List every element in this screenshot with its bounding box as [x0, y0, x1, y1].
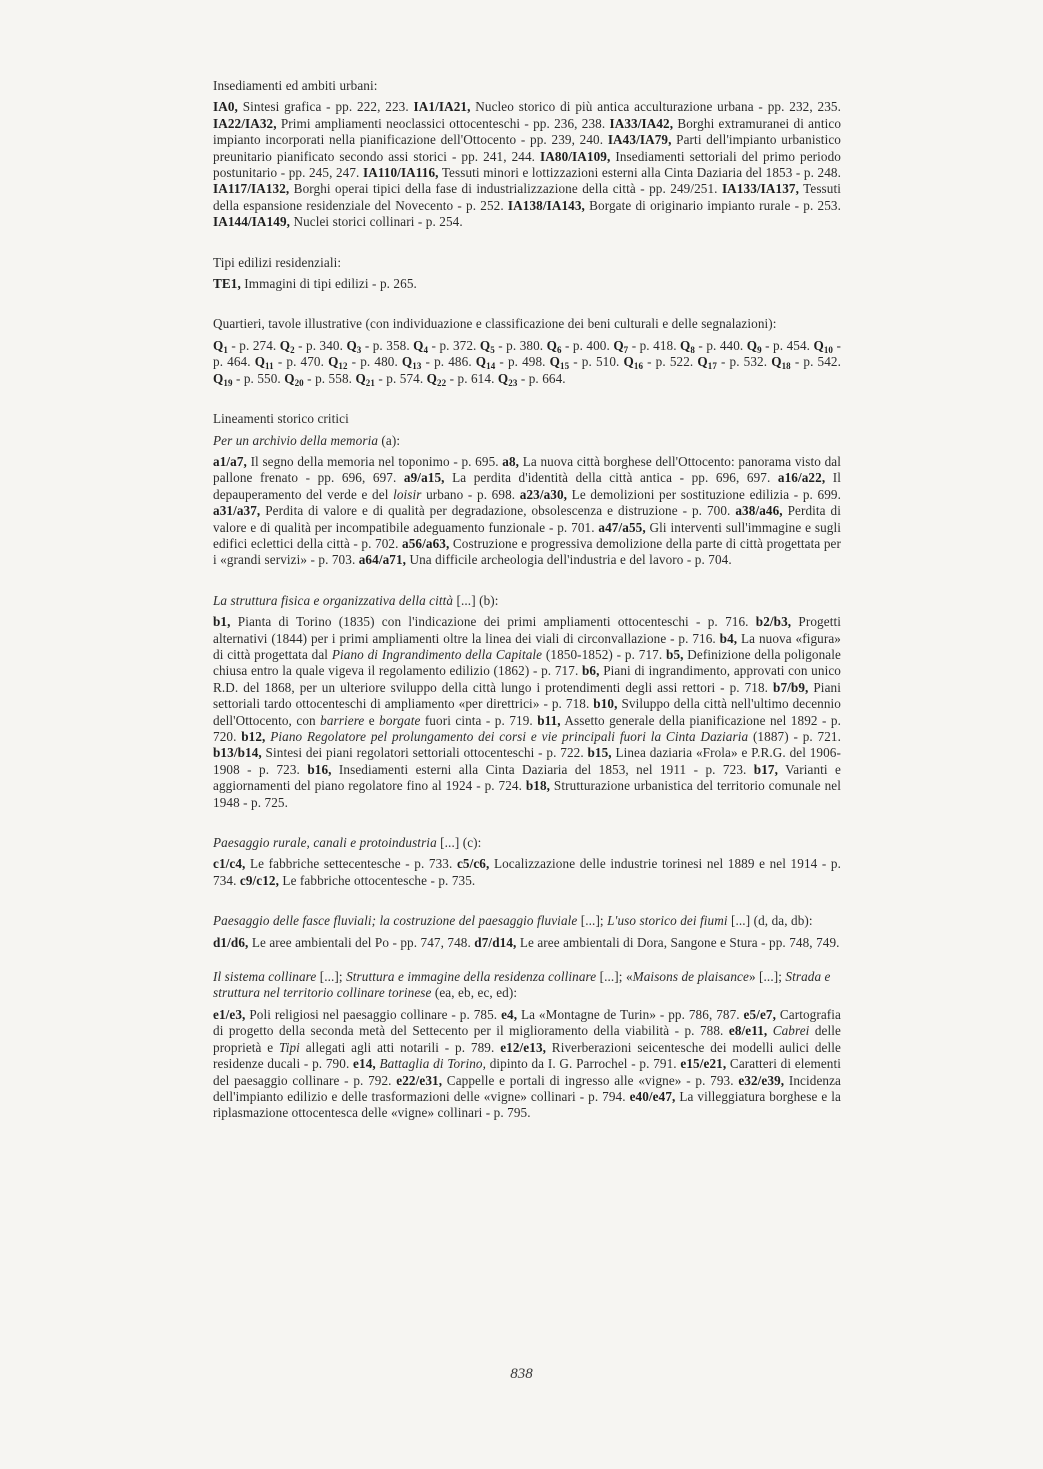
- entry-text: - p. 464.: [213, 337, 841, 370]
- quartiere-number: 15: [560, 361, 570, 372]
- entry-text: - p. 274.: [227, 337, 280, 353]
- page-number: 838: [510, 1366, 533, 1382]
- entry-text: - p. 550.: [232, 370, 285, 386]
- section-body: [213, 935, 841, 951]
- entry-code: d1/d6,: [213, 934, 249, 950]
- index-page: [213, 78, 841, 1146]
- entry-code: b4,: [719, 630, 738, 646]
- entry-code: b15,: [587, 745, 612, 761]
- entry-code: e22/e31,: [396, 1072, 443, 1088]
- entry-code: e12/e13,: [500, 1039, 547, 1055]
- section-struttura: [213, 593, 841, 811]
- entry-text: - p. 380.: [494, 337, 547, 353]
- index-entry: [307, 762, 753, 777]
- subtitle-italic-2: L'uso storico dei fiumi: [607, 913, 728, 929]
- entry-text: - p. 454.: [761, 337, 814, 353]
- entry-text: - p. 498.: [495, 354, 550, 370]
- entry-text: (1850-1852) - p. 717.: [542, 646, 667, 662]
- quartiere-number: 7: [623, 344, 629, 355]
- entry-text: - p. 510.: [569, 354, 624, 370]
- entry-code: IA0,: [213, 99, 238, 115]
- subtitle-rest-4: (ea, eb, ec, ed):: [431, 985, 518, 1001]
- entry-text: - p. 372.: [428, 337, 480, 353]
- section-fasce-fluviali: [213, 913, 841, 951]
- subtitle-italic-1: Il sistema collinare: [213, 969, 317, 985]
- entry-text: Varianti e aggiornamenti del piano regolatore fino al 1924 - p. 724.: [213, 761, 841, 794]
- entry-code: IA1/IA21,: [413, 99, 471, 115]
- subtitle-rest-3: » [...];: [748, 969, 786, 985]
- quartiere-entry: [547, 338, 614, 353]
- entry-code: IA117/IA132,: [213, 181, 290, 197]
- entry-text: e: [364, 712, 380, 728]
- entry-text: Progetti alternativi (1844) per i primi ampliamenti oltre la linea dei viali di circonvallazione - p. 716.: [213, 614, 841, 646]
- entry-code: e1/e3,: [213, 1006, 246, 1022]
- entry-code: IA80/IA109,: [540, 148, 611, 164]
- entry-text: Primi ampliamenti neoclassici ottocenteschi - pp. 236, 238.: [276, 115, 610, 131]
- entry-text: Definizione della poligonale chiusa entro la quale vigeva il regolamento edilizio (1862) - p. 717.: [213, 646, 841, 679]
- section-subtitle: [213, 593, 841, 609]
- entry-code: e15/e21,: [680, 1056, 727, 1072]
- entry-text: Incidenza dell'impianto edilizio e delle trasformazioni delle «vigne» collinari - p. 794.: [213, 1072, 842, 1104]
- entry-text: Il depauperamento del verde e del: [213, 470, 841, 502]
- entry-italic: Cabrei: [772, 1023, 810, 1039]
- entry-text: La nuova «figura» di città progettata dal: [213, 630, 841, 662]
- quartiere-entry: [498, 371, 566, 386]
- quartiere-letter: $Q_6$: [546, 337, 562, 355]
- entry-code: IA138/IA143,: [507, 197, 585, 213]
- entry-text: Nuclei storici collinari - p. 254.: [290, 214, 463, 230]
- entry-text: Sintesi dei piani regolatori settoriali ottocenteschi - p. 722.: [261, 745, 588, 761]
- entry-code: a23/a30,: [519, 486, 568, 502]
- subtitle-italic-2: Struttura e immagine della residenza collinare: [346, 969, 597, 985]
- entry-code: a9/a15,: [403, 470, 445, 486]
- entry-text: La perdita d'identità della città antica - pp. 696, 697.: [444, 470, 778, 486]
- entries-paragraph: [213, 276, 841, 292]
- entry-code: e8/e11,: [728, 1023, 768, 1039]
- entry-text: Il segno della memoria nel toponimo - p. 695.: [246, 453, 503, 469]
- entry-text: Insediamenti settoriali del primo periodo postunitario - pp. 245, 247.: [213, 148, 841, 181]
- entry-text: La nuova città borghese dell'Ottocento: panorama visto dal pallone frenato - pp. 696, 697.: [213, 453, 842, 486]
- entry-text: Assetto generale della pianificazione nel 1892 - p. 720.: [213, 712, 841, 744]
- index-entry: [213, 181, 722, 196]
- quartiere-number: 6: [556, 344, 562, 355]
- quartiere-letter: $Q_{17}$: [697, 354, 717, 372]
- entry-code: b5,: [666, 646, 684, 662]
- entry-text: Costruzione e progressiva demolizione della parte di città progettata per i «grandi servizi» - p. 703.: [213, 535, 841, 568]
- index-entry: [508, 198, 841, 213]
- index-entry: [213, 856, 457, 871]
- entry-text: Immagini di tipi edilizi - p. 265.: [240, 276, 417, 292]
- quartiere-number: 8: [690, 344, 695, 355]
- index-entry: [213, 99, 414, 114]
- entry-text: - p. 440.: [695, 337, 747, 353]
- index-entry: [363, 165, 841, 180]
- entry-text: - p. 400.: [561, 337, 614, 353]
- quartiere-letter: $Q_5$: [479, 337, 495, 355]
- section-quartieri: [213, 316, 841, 387]
- index-entry: [396, 1073, 738, 1088]
- subtitle-italic-3: Maisons de plaisance: [632, 969, 749, 985]
- quartiere-number: 16: [633, 361, 644, 372]
- entry-code: a64/a71,: [358, 552, 407, 568]
- quartiere-letter: $Q_{11}$: [254, 354, 274, 372]
- entry-text: Le demolizioni per sostituzione edilizia - p. 699.: [567, 486, 842, 502]
- entry-text: Cappelle e portali di ingresso alle «vigne» - p. 793.: [442, 1072, 739, 1088]
- entry-text: - p. 418.: [628, 337, 681, 353]
- entry-code: e32/e39,: [738, 1072, 785, 1088]
- index-entry: [359, 552, 732, 567]
- entry-text: Gli interventi sull'immagine e sugli edifici eclettici della città - p. 702.: [213, 519, 841, 551]
- quartiere-entry: [280, 338, 347, 353]
- quartiere-number: 11: [265, 361, 274, 372]
- section-title: Tipi edilizi residenziali:: [213, 254, 342, 270]
- section-body: [213, 454, 841, 569]
- subtitle-italic-1: Paesaggio delle fasce fluviali; la costruzione del paesaggio fluviale: [213, 913, 578, 929]
- entry-italic: borgate: [379, 712, 421, 728]
- entry-text: Le fabbriche settecentesche - p. 733.: [245, 856, 457, 872]
- subtitle-rest-2: [...] (d, da, db):: [727, 913, 813, 929]
- entry-text: Perdita di valore e di qualità per incompatibile adeguamento funzionale - p. 701.: [213, 503, 841, 535]
- quartiere-entry: [549, 354, 624, 372]
- entry-code: TE1,: [213, 276, 241, 292]
- quartiere-entry: [475, 354, 550, 372]
- entries-paragraph: [213, 99, 841, 230]
- quartiere-number: 20: [294, 377, 304, 388]
- entry-text: urbano - p. 698.: [421, 486, 520, 502]
- entry-code: c9/c12,: [239, 872, 280, 888]
- quartiere-entry: [213, 338, 280, 353]
- index-entry: [404, 470, 778, 485]
- entry-code: b13/b14,: [213, 745, 262, 761]
- entry-italic: Piano Regolatore pel prolungamento dei corsi e vie principali fuori la Cinta Daziaria: [270, 729, 749, 744]
- entry-code: b10,: [593, 696, 618, 712]
- subtitle-italic-4: Strada e struttura nel territorio collinare torinese: [213, 969, 831, 1001]
- index-entry: [501, 1007, 743, 1022]
- entry-text: La villeggiatura borghese e la riplasmazione ottocentesca delle «vigne» collinari - p. 795.: [213, 1088, 841, 1121]
- quartiere-number: 17: [707, 361, 717, 372]
- index-entry: [241, 729, 841, 744]
- subtitle-rest: [...] (c):: [436, 835, 482, 851]
- index-entry: [414, 99, 841, 114]
- quartiere-letter: $Q_{10}$: [813, 337, 834, 355]
- subtitle-rest: (a):: [378, 432, 401, 448]
- quartiere-number: 21: [365, 377, 375, 388]
- quartiere-number: 3: [356, 344, 362, 355]
- entry-text: - p. 574.: [375, 370, 427, 386]
- section-subtitle: [213, 913, 841, 929]
- section-subtitle: [213, 835, 841, 851]
- entry-code: b16,: [307, 761, 332, 777]
- entry-italic: Tipi: [279, 1039, 300, 1055]
- section-body: [213, 856, 841, 889]
- index-entry: [213, 1007, 501, 1022]
- entry-code: IA144/IA149,: [213, 214, 291, 230]
- quartiere-letter: $Q_{23}$: [497, 370, 518, 388]
- index-entry: [213, 614, 756, 629]
- entry-code: e14,: [353, 1056, 376, 1072]
- subtitle-italic: La struttura fisica e organizzativa della città: [213, 592, 454, 608]
- subtitle-rest: [...] (b):: [453, 592, 499, 608]
- entry-code: a8,: [502, 453, 520, 469]
- section-title: Insediamenti ed ambiti urbani:: [213, 78, 378, 93]
- section-body: [213, 1007, 841, 1122]
- quartiere-number: 9: [757, 344, 762, 355]
- index-entry: [213, 214, 463, 229]
- section-body: [213, 338, 841, 387]
- entry-code: a56/a63,: [402, 535, 450, 551]
- entry-text: La «Montagne de Turin» - pp. 786, 787.: [517, 1006, 744, 1022]
- entry-text: - p. 664.: [517, 370, 566, 386]
- entry-code: c1/c4,: [213, 856, 246, 872]
- entry-code: IA43/IA79,: [607, 132, 672, 148]
- entry-text: Caratteri di elementi del paesaggio collinare - p. 792.: [213, 1056, 842, 1088]
- quartiere-number: 18: [781, 361, 791, 372]
- quartiere-number: 22: [437, 377, 447, 388]
- entry-code: a1/a7,: [213, 453, 247, 469]
- entry-text: Sviluppo della città nell'ultimo decennio dell'Ottocento, con: [213, 696, 841, 728]
- entry-code: c5/c6,: [456, 856, 490, 872]
- entry-text: - p. 532.: [716, 354, 772, 370]
- entry-code: e4,: [501, 1006, 518, 1022]
- quartiere-entry: [680, 338, 747, 353]
- quartiere-letter: $Q_{12}$: [328, 354, 348, 372]
- section-title: Lineamenti storico critici: [213, 411, 349, 427]
- quartiere-number: 14: [486, 361, 496, 372]
- index-entry: [240, 873, 475, 888]
- section-tipi: [213, 255, 841, 293]
- entry-italic: barriere: [320, 712, 365, 728]
- section-title: Quartieri, tavole illustrative (con individuazione e classificazione dei beni culturali e delle segnalazioni):: [213, 316, 777, 332]
- index-entry: [213, 745, 587, 760]
- index-entry: [213, 503, 735, 518]
- quartiere-number: 4: [423, 344, 429, 355]
- entry-text: - p. 558.: [303, 370, 356, 386]
- quartiere-entry: [747, 338, 814, 353]
- entry-text: - p. 358.: [361, 337, 414, 353]
- entries-paragraph: [213, 338, 841, 387]
- entry-code: a47/a55,: [598, 519, 646, 535]
- entry-text: - p. 522.: [643, 354, 698, 370]
- index-entry: [520, 487, 841, 502]
- quartiere-letter: $Q_{21}$: [355, 370, 375, 388]
- quartiere-letter: $Q_{15}$: [549, 354, 570, 372]
- entry-code: b12,: [241, 729, 266, 744]
- entry-text: allegati agli atti notarili - p. 789.: [299, 1039, 501, 1055]
- entry-text: Borgate di originario impianto rurale - p. 253.: [584, 197, 841, 213]
- entry-text: Perdita di valore e di qualità per degradazione, obsolescenza e distruzione - p. 700.: [260, 503, 736, 519]
- entry-code: IA133/IA137,: [721, 181, 799, 197]
- entry-code: b18,: [525, 778, 551, 794]
- entry-text: Insediamenti esterni alla Cinta Daziaria del 1853, nel 1911 - p. 723.: [331, 761, 754, 777]
- quartiere-letter: $Q_2$: [279, 337, 295, 355]
- subtitle-rest-1: [...];: [577, 913, 608, 929]
- entry-text: dipinto da I. G. Parrochel - p. 791.: [486, 1056, 681, 1072]
- entries-paragraph: [213, 856, 841, 889]
- section-body: [213, 99, 841, 230]
- entry-text: (1887) - p. 721.: [748, 729, 842, 744]
- subtitle-italic: Per un archivio della memoria: [213, 432, 379, 448]
- quartiere-letter: $Q_{20}$: [284, 370, 304, 388]
- entry-text: Linea daziaria «Frola» e P.R.G. del 1906-1908 - p. 723.: [213, 745, 841, 777]
- quartiere-number: 5: [490, 344, 495, 355]
- quartiere-letter: $Q_{22}$: [426, 370, 447, 388]
- entry-text: Parti dell'impianto urbanistico preunitario pianificato secondo assi storici - pp. 241, 244.: [213, 132, 841, 164]
- entry-text: Tessuti minori e lottizzazioni esterni alla Cinta Daziaria del 1853 - p. 248.: [438, 165, 841, 181]
- quartiere-number: 23: [508, 377, 518, 388]
- quartiere-number: 19: [223, 377, 233, 388]
- entries-paragraph: [213, 935, 841, 951]
- quartiere-entry: [771, 354, 842, 372]
- entry-text: Tessuti della espansione residenziale del Novecento - p. 252.: [213, 181, 841, 213]
- entry-text: Piani di ingrandimento, approvati con unico R.D. del 1868, per un ulteriore sviluppo della città lungo i protendimenti degli assi rettori - p. 718.: [213, 663, 841, 695]
- quartiere-entry: [697, 354, 772, 372]
- quartiere-entry: [623, 354, 698, 372]
- entry-text: Piani settoriali tardo ottocenteschi di ampliamento «per direttrici» - p. 718.: [213, 679, 841, 712]
- entry-text: - p. 480.: [347, 354, 402, 370]
- entry-text: Pianta di Torino (1835) con l'indicazione dei primi ampliamenti ottocenteschi - p. 716.: [230, 614, 756, 630]
- index-entry: [213, 276, 417, 291]
- quartiere-entry: [254, 354, 329, 372]
- section-subtitle: [213, 433, 841, 449]
- quartiere-entry: [480, 338, 547, 353]
- entry-code: IA22/IA32,: [213, 115, 277, 131]
- quartiere-letter: $Q_7$: [613, 337, 629, 355]
- quartiere-letter: $Q_{16}$: [623, 354, 644, 372]
- subtitle-italic: Paesaggio rurale, canali e protoindustria: [213, 835, 437, 851]
- index-entry: [213, 454, 502, 469]
- entry-text: Riverberazioni seicentesche dei modelli aulici delle residenze ducali - p. 790.: [213, 1039, 841, 1072]
- section-subtitle: [213, 969, 841, 1002]
- index-entry: [213, 116, 609, 131]
- quartiere-letter: $Q_4$: [413, 337, 429, 355]
- section-lineamenti: [213, 411, 841, 569]
- entry-code: a38/a46,: [735, 503, 783, 519]
- entry-text: Borghi operai tipici della fase di industrializzazione della città - pp. 249/251.: [289, 181, 722, 197]
- entries-paragraph: [213, 1007, 841, 1122]
- quartiere-entry: [284, 371, 355, 386]
- entry-text: delle proprietà e: [213, 1023, 841, 1055]
- quartiere-letter: $Q_9$: [746, 337, 762, 355]
- entry-text: Le aree ambientali del Po - pp. 747, 748.: [248, 934, 475, 950]
- quartiere-letter: $Q_1$: [213, 337, 228, 355]
- entry-text: Localizzazione delle industrie torinesi nel 1889 e nel 1914 - p. 734.: [213, 856, 841, 888]
- quartiere-letter: $Q_{14}$: [475, 354, 496, 372]
- entry-text: - p. 486.: [421, 354, 476, 370]
- entry-code: b1,: [213, 614, 231, 630]
- entry-code: IA33/IA42,: [609, 115, 674, 131]
- quartiere-entry: [401, 354, 476, 372]
- section-body: [213, 614, 841, 811]
- entry-code: d7/d14,: [474, 934, 517, 950]
- quartiere-entry: [355, 371, 426, 386]
- subtitle-rest-1: [...];: [316, 969, 347, 985]
- quartiere-entry: [346, 338, 413, 353]
- entry-text: Poli religiosi nel paesaggio collinare - p. 785.: [245, 1006, 502, 1022]
- quartiere-number: 10: [823, 344, 834, 355]
- quartiere-entry: [427, 371, 498, 386]
- quartiere-number: 13: [412, 361, 422, 372]
- quartiere-number: 2: [290, 344, 295, 355]
- quartiere-letter: $Q_{18}$: [771, 354, 791, 372]
- quartiere-entry: [413, 338, 480, 353]
- quartiere-letter: $Q_{13}$: [401, 354, 422, 372]
- entry-code: a16/a22,: [777, 470, 826, 486]
- entry-text: Le fabbriche ottocentesche - p. 735.: [279, 872, 476, 888]
- entries-paragraph: [213, 614, 841, 811]
- quartiere-number: 12: [338, 361, 348, 372]
- entry-text: Una difficile archeologia dell'industria e del lavoro - p. 704.: [406, 552, 732, 568]
- entry-text: - p. 470.: [273, 354, 329, 370]
- entry-code: b17,: [753, 761, 778, 777]
- entry-text: Strutturazione urbanistica del territorio comunale nel 1948 - p. 725.: [213, 778, 842, 810]
- entry-code: b7/b9,: [773, 679, 809, 695]
- subtitle-rest-2: [...]; «: [596, 969, 633, 985]
- entry-code: b2/b3,: [755, 614, 792, 630]
- quartiere-number: 1: [223, 344, 228, 355]
- index-entry: [213, 935, 474, 950]
- entry-text: Borghi extramuranei di antico impianto incorporati nella pianificazione dell'Ottocento - pp. 239, 240.: [213, 115, 842, 148]
- entry-code: b11,: [537, 712, 561, 728]
- quartiere-entry: [213, 371, 284, 386]
- section-collinare: [213, 969, 841, 1122]
- entry-text: Sintesi grafica - pp. 222, 223.: [237, 99, 414, 115]
- section-paesaggio-rurale: [213, 835, 841, 889]
- entry-code: e40/e47,: [629, 1088, 676, 1104]
- quartiere-letter: $Q_{19}$: [213, 370, 233, 388]
- entry-text: Le aree ambientali di Dora, Sangone e Stura - pp. 748, 749.: [516, 934, 840, 950]
- section-insediamenti: [213, 78, 841, 231]
- entry-italic: loisir: [393, 486, 422, 502]
- quartiere-entry: [328, 354, 402, 372]
- entry-code: IA110/IA116,: [362, 165, 439, 181]
- entry-text: - p. 340.: [294, 337, 347, 353]
- entry-italic: Battaglia di Torino,: [379, 1056, 487, 1072]
- quartiere-entry: [613, 338, 680, 353]
- quartiere-letter: $Q_3$: [346, 337, 362, 355]
- entry-text: fuori cinta - p. 719.: [420, 712, 538, 728]
- entry-text: - p. 614.: [446, 370, 498, 386]
- quartiere-letter: $Q_8$: [680, 337, 695, 355]
- entry-code: a31/a37,: [213, 503, 261, 519]
- index-entry: [353, 1056, 680, 1071]
- index-entry: [474, 935, 839, 950]
- entry-text: - p. 542.: [790, 354, 842, 370]
- entry-italic: Piano di Ingrandimento della Capitale: [331, 646, 543, 662]
- section-body: [213, 276, 841, 292]
- entry-text: Nucleo storico di più antica acculturazione urbana - pp. 232, 235.: [470, 99, 841, 115]
- entries-paragraph: [213, 454, 841, 569]
- entry-text: Cartografia di progetto della seconda metà del Settecento per il miglioramento della viabilità - p. 788.: [213, 1006, 841, 1039]
- entry-code: b6,: [582, 663, 600, 679]
- entry-code: e5/e7,: [743, 1006, 776, 1022]
